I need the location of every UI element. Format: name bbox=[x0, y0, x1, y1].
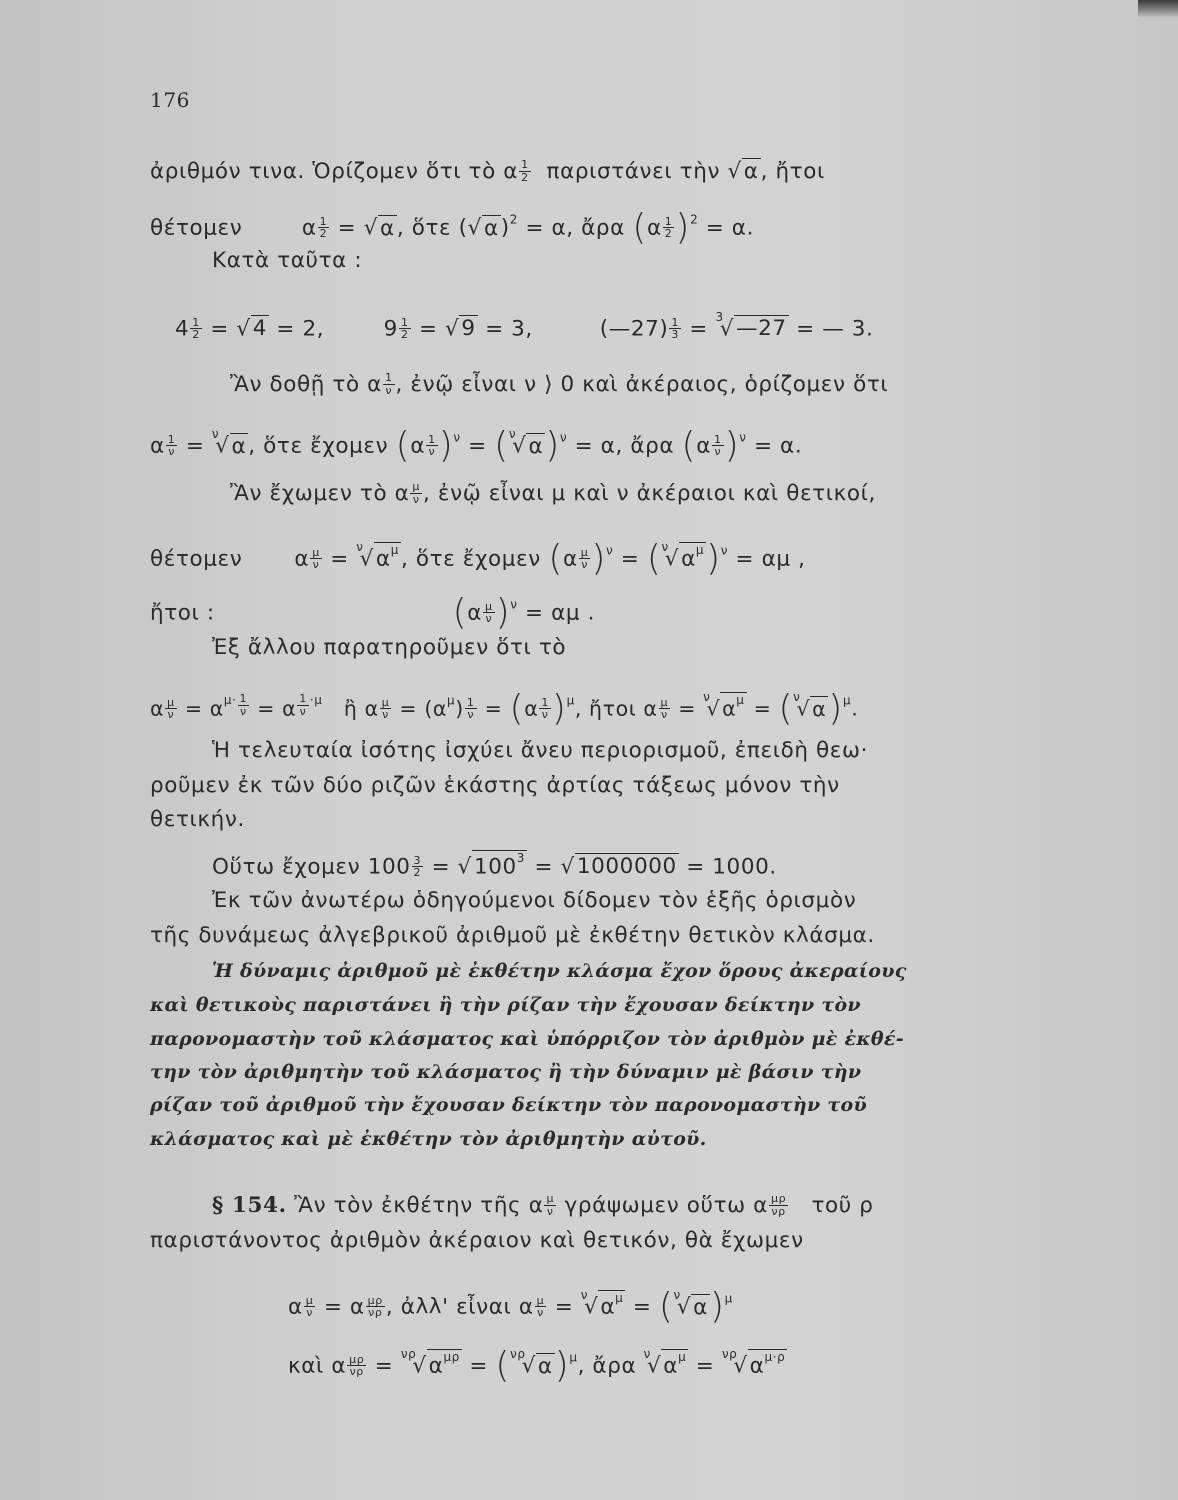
equation-line-11: α $\frac{\mu}{\nu}$ = $\alpha^{\mu\cdot \frac{1}{\nu}}$ = α $^{\frac{1}{\nu} \cdot\mu}$ ἢ α $\frac{\mu}{\nu}$ = $(\alpha^\mu)$ $\frac{1}{\nu}$ = (α $\frac{1}{\nu}$ )$^\mu$, ἤτοι α $\frac{\mu}{\nu}$ = $^\nu√\alpha^\mu = (^\nu√\alpha)^\mu$. bbox=[150, 688, 859, 729]
text-line-16: Ἐκ τῶν ἀνωτέρω ὁδηγούμενοι δίδομεν τὸν ἑξῆς ὁρισμὸν bbox=[212, 888, 857, 913]
text-line-17: τῆς δυνάμεως ἀλγεβρικοῦ ἀριθμοῦ μὲ ἐκθέτην θετικὸν κλάσμα. bbox=[150, 923, 875, 948]
equation-line-4: 4 $\frac{1}{2}$ = √4 = 2, 9 $\frac{1}{2}$ = √9 = 3, (—27) $\frac{1}{3}$ = $^3$√—27 = — 3. bbox=[175, 310, 874, 342]
text-line-14: θετικήν. bbox=[150, 807, 245, 832]
equation-line-last-1: α $\frac{\mu}{\nu}$ = α $\frac{\mu\rho}{\nu\rho}$ , ἀλλ' εἶναι α $\frac{\mu}{\nu}$ = $^\nu√\alpha^\mu = (^\nu√\alpha)^\mu$ bbox=[288, 1286, 733, 1327]
definition-line-5: ρίζαν τοῦ ἀριθμοῦ τὴν ἔχουσαν δείκτην τὸν παρονομαστὴν τοῦ bbox=[150, 1094, 867, 1116]
page-corner-shadow bbox=[1138, 0, 1178, 18]
definition-line-4: την τὸν ἀριθμητὴν τοῦ κλάσματος ἢ τὴν δύναμιν μὲ βάσιν τὴν bbox=[150, 1061, 862, 1083]
text-line-5: Ἂν δοθῇ τὸ α $\frac{1}{\nu}$ , ἐνῷ εἶναι ν ⟩ 0 καὶ ἀκέραιος, ὁρίζομεν ὅτι bbox=[230, 371, 889, 397]
text-line-3: Κατὰ ταῦτα : bbox=[212, 248, 363, 273]
text-line-10: Ἐξ ἄλλου παρατηροῦμεν ὅτι τὸ bbox=[212, 635, 567, 660]
section-154-line-2: παριστάνοντος ἀριθμὸν ἀκέραιον καὶ θετικόν, θὰ ἔχωμεν bbox=[150, 1228, 804, 1253]
definition-line-6: κλάσματος καὶ μὲ ἐκθέτην τὸν ἀριθμητὴν αὐτοῦ. bbox=[150, 1128, 707, 1150]
text-line-13: ροῦμεν ἐκ τῶν δύο ριζῶν ἑκάστης ἀρτίας τάξεως μόνον τὴν bbox=[150, 773, 840, 798]
text-line-2: θέτομεν α $\frac{1}{2}$ = √α, ὅτε $(√\alpha)^2 = \alpha$, ἄρα (α $\frac{1}{2}$ )$^2$ = α. bbox=[150, 207, 755, 248]
equation-line-last-2: καὶ α $\frac{\mu\rho}{\nu\rho}$ = $^{\nu\rho}√\alpha^{\mu\rho} = (^{\nu\rho}√\alpha)^\mu$, ἄρα $^\nu√\alpha^\mu = ^{\nu\rho}√\alpha^{\mu\cdot\rho}$ bbox=[288, 1345, 786, 1386]
definition-line-1: Ἡ δύναμις ἀριθμοῦ μὲ ἐκθέτην κλάσμα ἔχον ὅρους ἀκεραίους bbox=[212, 960, 907, 982]
equation-line-6: α $\frac{1}{\nu}$ = $^\nu$√α, ὅτε ἔχομεν (α $\frac{1}{\nu}$ )$^\nu = (^\nu√\alpha)^\nu = \alpha$, ἄρα (α $\frac{1}{\nu}$ )$^\nu$ = α. bbox=[150, 425, 803, 466]
page-number: 176 bbox=[150, 88, 190, 112]
section-154-line-1: § 154. Ἂν τὸν ἐκθέτην τῆς α $\frac{\mu}{\nu}$ γράψωμεν οὕτω α $\frac{\mu\rho}{\nu\rho}$ τοῦ ρ bbox=[212, 1192, 874, 1218]
text-line-12: Ἡ τελευταία ἰσότης ἰσχύει ἄνευ περιορισμοῦ, ἐπειδὴ θεω· bbox=[212, 738, 869, 763]
text-line-1: ἀριθμόν τινα. Ὁρίζομεν ὅτι τὸ α $\frac{1}{2}$ παριστάνει τὴν √α, ἤτοι bbox=[150, 158, 825, 184]
definition-line-3: παρονομαστὴν τοῦ κλάσματος καὶ ὑπόρριζον τὸν ἀριθμὸν μὲ ἐκθέ- bbox=[150, 1028, 904, 1050]
equation-line-15: Οὕτω ἔχομεν 100 $\frac{3}{2}$ = $√100^3 = √1000000 = 1000$. bbox=[212, 851, 777, 880]
equation-line-9: ἤτοι : (α $\frac{\mu}{\nu}$ )$^\nu$ = αμ . bbox=[150, 592, 596, 633]
definition-line-2: καὶ θετικοὺς παριστάνει ἢ τὴν ρίζαν τὴν ἔχουσαν δείκτην τὸν bbox=[150, 994, 861, 1016]
text-line-7: Ἂν ἔχωμεν τὸ α $\frac{\mu}{\nu}$ , ἐνῷ εἶναι μ καὶ ν ἀκέραιοι καὶ θετικοί, bbox=[230, 480, 876, 506]
equation-line-8: θέτομεν α $\frac{\mu}{\nu}$ = $^\nu√\alpha^\mu$, ὅτε ἔχομεν (α $\frac{\mu}{\nu}$ )$^\nu = (^\nu√\alpha^\mu)^\nu = \alpha\mu$ , bbox=[150, 538, 806, 579]
